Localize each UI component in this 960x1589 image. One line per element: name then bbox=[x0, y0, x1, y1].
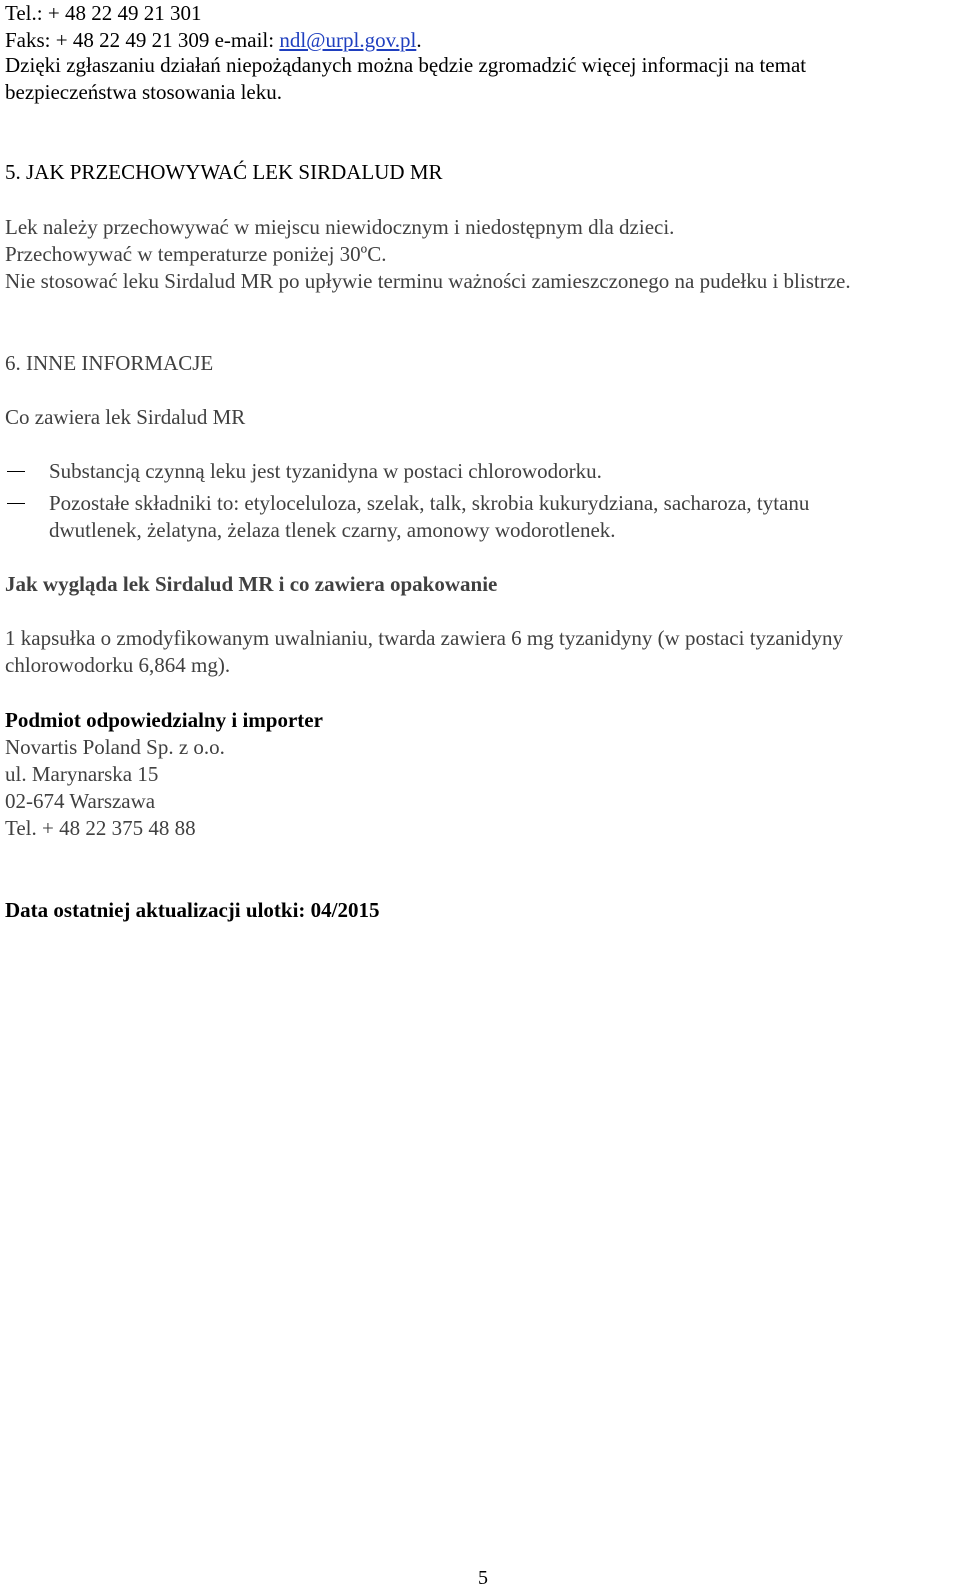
email-link[interactable]: ndl@urpl.gov.pl bbox=[279, 28, 417, 52]
contact-fax-email bbox=[5, 27, 422, 54]
holder-company: Novartis Poland Sp. z o.o. bbox=[5, 735, 225, 759]
bullet-item-2: Pozostałe składniki to: etyloceluloza, szelak, talk, skrobia kukurydziana, sacharoza, tytanu bbox=[49, 491, 810, 515]
page-number: 5 bbox=[478, 1567, 488, 1589]
holder-street: ul. Marynarska 15 bbox=[5, 762, 159, 786]
holder-heading: Podmiot odpowiedzialny i importer bbox=[5, 708, 323, 732]
bullet-item-2-continued: dwutlenek, żelatyna, żelaza tlenek czarny, amonowy wodorotlenek. bbox=[49, 518, 616, 542]
reporting-text-line1: Dzięki zgłaszaniu działań niepożądanych można będzie zgromadzić więcej informacji na temat bbox=[5, 53, 807, 77]
appearance-text-line2: chlorowodorku 6,864 mg). bbox=[5, 653, 231, 677]
composition-heading: Co zawiera lek Sirdalud MR bbox=[5, 405, 246, 429]
section6-heading: 6. INNE INFORMACJE bbox=[5, 351, 214, 375]
appearance-text-line1: 1 kapsułka o zmodyfikowanym uwalnianiu, twarda zawiera 6 mg tyzanidyny (w postaci tyzanidyny bbox=[5, 626, 844, 650]
fax-suffix: . bbox=[416, 28, 422, 52]
storage-line-2: Przechowywać w temperaturze poniżej 30ºC. bbox=[5, 242, 387, 266]
appearance-heading: Jak wygląda lek Sirdalud MR i co zawiera opakowanie bbox=[5, 572, 498, 596]
bullet-dash bbox=[7, 503, 25, 504]
bullet-item-1: Substancją czynną leku jest tyzanidyna w postaci chlorowodorku. bbox=[49, 459, 602, 483]
contact-tel: Tel.: + 48 22 49 21 301 bbox=[5, 1, 202, 25]
bullet-dash bbox=[7, 471, 25, 472]
holder-city: 02-674 Warszawa bbox=[5, 789, 156, 813]
reporting-text-line2: bezpieczeństwa stosowania leku. bbox=[5, 80, 282, 104]
fax-text: Faks: + 48 22 49 21 309 e-mail: bbox=[5, 28, 280, 52]
storage-line-1: Lek należy przechowywać w miejscu niewidocznym i niedostępnym dla dzieci. bbox=[5, 215, 675, 239]
holder-phone: Tel. + 48 22 375 48 88 bbox=[5, 816, 196, 840]
last-update: Data ostatniej aktualizacji ulotki: 04/2015 bbox=[5, 898, 380, 922]
storage-line-3: Nie stosować leku Sirdalud MR po upływie terminu ważności zamieszczonego na pudełku i blistrze. bbox=[5, 269, 851, 293]
section5-heading: 5. JAK PRZECHOWYWAĆ LEK SIRDALUD MR bbox=[5, 160, 443, 184]
